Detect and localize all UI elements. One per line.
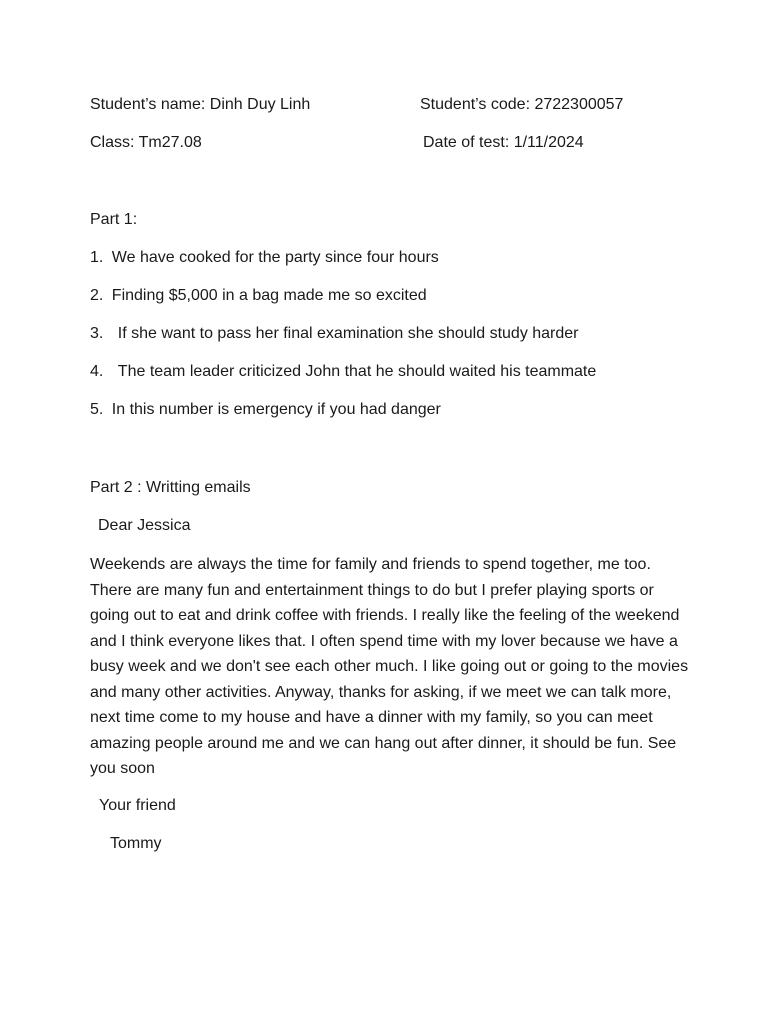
part1-answer-5 (90, 400, 441, 420)
part1-answer-4 (90, 362, 596, 382)
part1-title: Part 1: (90, 211, 138, 228)
answer-text: We have cooked for the party since four hours (111, 249, 439, 266)
class-label: Class: Tm27.08 (90, 134, 202, 151)
answer-number: 2. (90, 287, 104, 304)
part2-title: Part 2 : Writting emails (90, 479, 251, 496)
answer-text: The team leader criticized John that he should waited his teammate (117, 363, 597, 380)
answer-number: 1. (90, 249, 104, 266)
email-closing: Your friend (99, 797, 176, 814)
student-name: Student’s name: Dinh Duy Linh (90, 96, 311, 113)
date-of-test: Date of test: 1/11/2024 (423, 134, 584, 151)
answer-text: If she want to pass her final examination she should study harder (117, 325, 579, 342)
answer-number: 3. (90, 325, 104, 342)
student-code: Student’s code: 2722300057 (420, 96, 624, 113)
answer-number: 4. (90, 363, 104, 380)
part1-answer-3 (90, 324, 579, 344)
part1-answer-2 (90, 286, 427, 306)
answer-text: In this number is emergency if you had danger (111, 401, 441, 418)
answer-text: Finding $5,000 in a bag made me so excited (111, 287, 427, 304)
part1-answer-1 (90, 248, 439, 268)
email-greeting: Dear Jessica (98, 517, 191, 534)
email-body: Weekends are always the time for family and friends to spend together, me too. There are many fun and entertainment things to do but I prefer playing sports or going out to eat and drink coffee with friends. I really like the feeling of the weekend and I think everyone likes that. I often spend time with my lover because we have a busy week and we don't see each other much. I like going out or going to the movies and many other activities. Anyway, thanks for asking, if we meet we can talk more, next time come to my house and have a dinner with my family, so you can meet amazing people around me and we can hang out after dinner, it should be fun. See you soon (90, 556, 689, 777)
answer-number: 5. (90, 401, 104, 418)
email-signature: Tommy (110, 835, 162, 852)
